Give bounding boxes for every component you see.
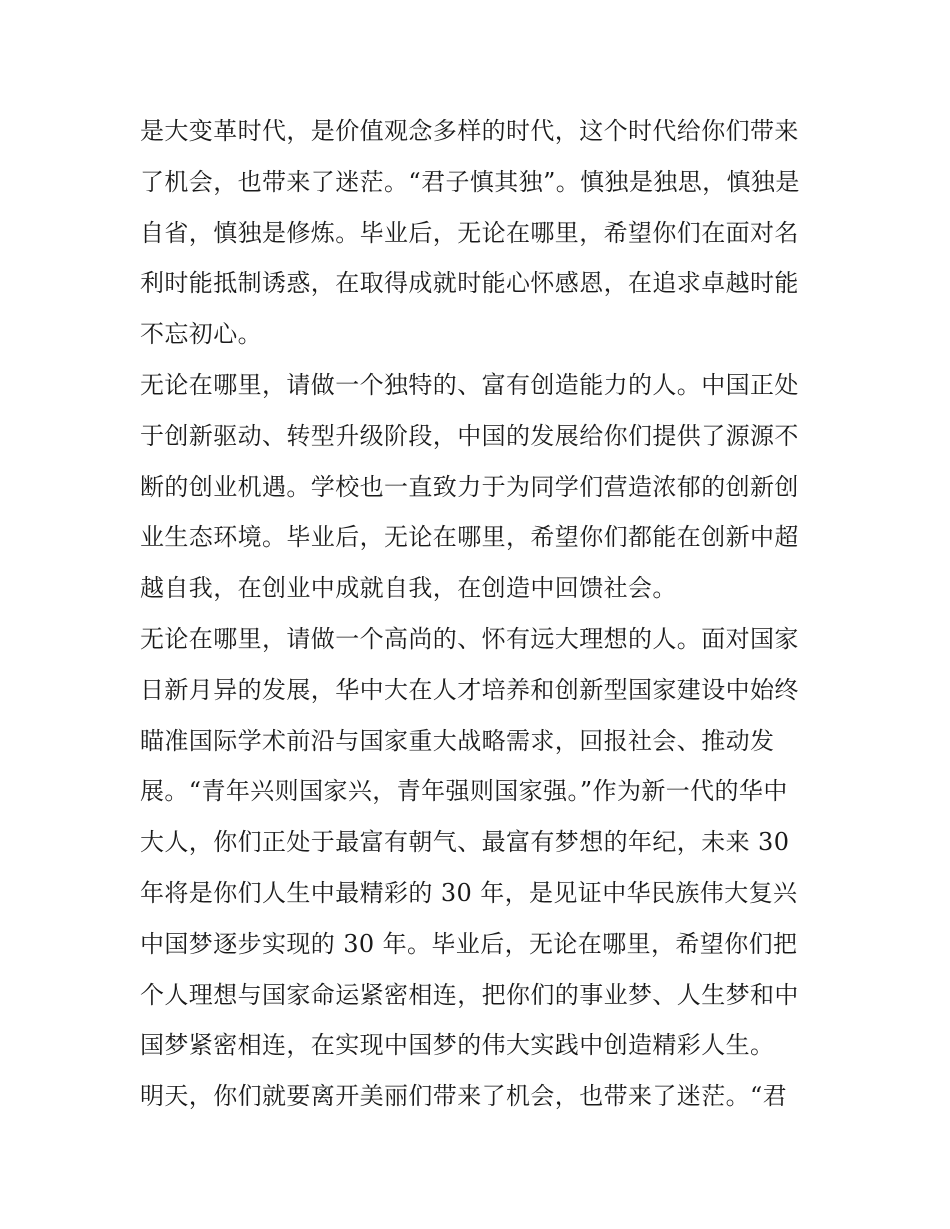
text-line: 大人，你们正处于最富有朝气、最富有梦想的年纪，未来 30 bbox=[140, 828, 790, 857]
text-line: 无论在哪里，请做一个高尚的、怀有远大理想的人。面对国家 bbox=[140, 624, 799, 653]
text-line: 日新月异的发展，华中大在人才培养和创新型国家建设中始终 bbox=[140, 675, 799, 704]
document-body bbox=[140, 106, 812, 1122]
text-line: 国梦紧密相连，在实现中国梦的伟大实践中创造精彩人生。 bbox=[140, 1031, 775, 1060]
text-line: 中国梦逐步实现的 30 年。毕业后，无论在哪里，希望你们把 bbox=[140, 929, 798, 958]
text-line: 业生态环境。毕业后，无论在哪里，希望你们都能在创新中超 bbox=[140, 523, 799, 552]
text-line: 瞄准国际学术前沿与国家重大战略需求，回报社会、推动发 bbox=[140, 726, 775, 755]
text-line: 越自我，在创业中成就自我，在创造中回馈社会。 bbox=[140, 574, 677, 603]
text-line: 不忘初心。 bbox=[140, 320, 262, 349]
text-line: 了机会，也带来了迷茫。“君子慎其独”。慎独是独思，慎独是 bbox=[140, 167, 800, 196]
text-line: 明天，你们就要离开美丽们带来了机会，也带来了迷茫。“君 bbox=[140, 1082, 788, 1111]
text-line: 展。“青年兴则国家兴，青年强则国家强。”作为新一代的华中 bbox=[140, 777, 788, 806]
text-line: 个人理想与国家命运紧密相连，把你们的事业梦、人生梦和中 bbox=[140, 980, 799, 1009]
text-line: 无论在哪里，请做一个独特的、富有创造能力的人。中国正处 bbox=[140, 370, 799, 399]
text-line: 断的创业机遇。学校也一直致力于为同学们营造浓郁的创新创 bbox=[140, 472, 799, 501]
text-line: 是大变革时代，是价值观念多样的时代，这个时代给你们带来 bbox=[140, 117, 799, 145]
text-line: 于创新驱动、转型升级阶段，中国的发展给你们提供了源源不 bbox=[140, 421, 799, 450]
text-line: 自省，慎独是修炼。毕业后，无论在哪里，希望你们在面对名 bbox=[140, 218, 799, 247]
text-line: 利时能抵制诱惑，在取得成就时能心怀感恩，在追求卓越时能 bbox=[140, 269, 799, 298]
text-line: 年将是你们人生中最精彩的 30 年，是见证中华民族伟大复兴 bbox=[140, 878, 798, 907]
